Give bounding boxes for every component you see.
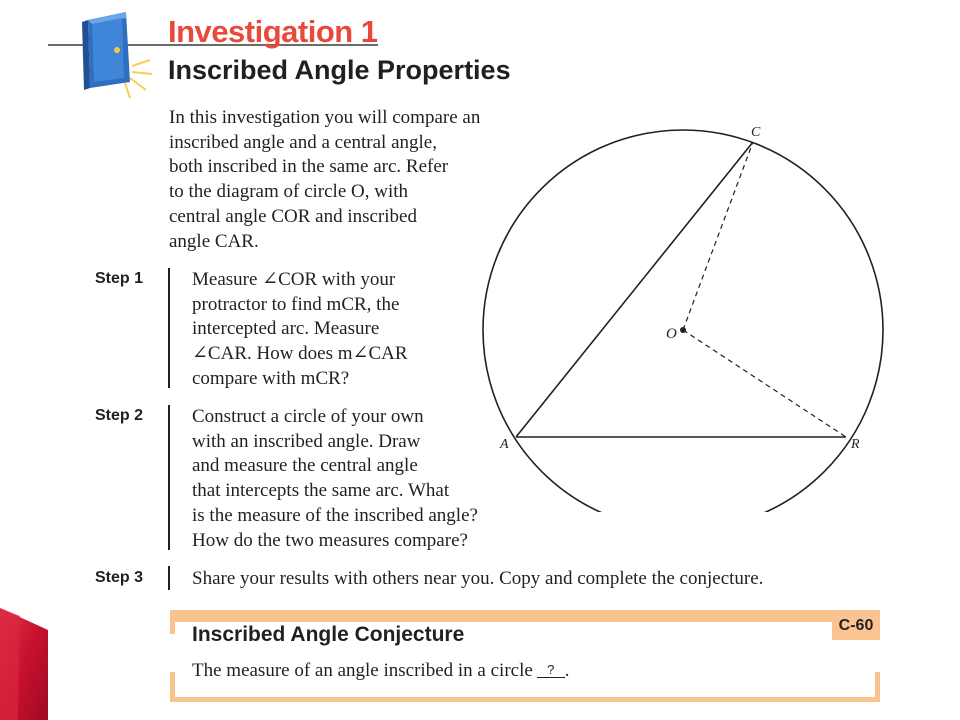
label-a: A <box>500 437 509 452</box>
step-2-text <box>192 405 512 553</box>
step-3-divider <box>168 566 170 590</box>
conjecture-title: Inscribed Angle Conjecture <box>192 623 465 646</box>
step-line: that intercepts the same arc. What <box>192 480 450 502</box>
label-c: C <box>751 125 761 140</box>
chord-ac <box>516 142 753 437</box>
step-line: ∠CAR. How does m∠CAR <box>192 343 408 365</box>
conjecture-blank: ? <box>537 663 565 678</box>
step-line: compare with mCR? <box>192 367 350 389</box>
conjecture-period: . <box>564 660 570 681</box>
step-1-text <box>192 268 452 392</box>
step-line: Share your results with others near you. Copy and complete the conjecture. <box>192 568 764 589</box>
intro-line: to the diagram of circle O, with <box>169 181 409 203</box>
step-2-label: Step 2 <box>95 407 144 424</box>
step-3-text <box>192 567 872 592</box>
conjecture-statement: The measure of an angle inscribed in a circle <box>192 660 533 681</box>
step-line: and measure the central angle <box>192 455 418 477</box>
label-o: O <box>666 326 677 342</box>
step-2-divider <box>168 405 170 550</box>
intro-line: central angle COR and inscribed <box>169 205 417 227</box>
step-line: Construct a circle of your own <box>192 406 424 427</box>
step-1-divider <box>168 268 170 388</box>
step-line: protractor to find mCR, the <box>192 293 400 315</box>
step-1-label: Step 1 <box>95 270 144 287</box>
investigation-label: Investigation 1 <box>168 14 378 49</box>
page-title: Inscribed Angle Properties <box>168 55 511 85</box>
step-line: How do the two measures compare? <box>192 529 468 551</box>
step-line: Measure ∠COR with your <box>192 269 396 290</box>
label-r: R <box>851 437 860 452</box>
intro-line: both inscribed in the same arc. Refer <box>169 156 449 178</box>
intro-line: angle CAR. <box>169 230 259 252</box>
circle-diagram <box>470 112 910 512</box>
center-point <box>680 327 686 333</box>
door-icon <box>78 8 158 100</box>
circle-o <box>483 130 883 512</box>
conjecture-text <box>192 660 570 682</box>
conjecture-tag: C-60 <box>832 612 880 640</box>
intro-line: inscribed angle and a central angle, <box>169 131 437 153</box>
red-ribbon-decoration <box>0 600 50 720</box>
step-line: is the measure of the inscribed angle? <box>192 504 478 526</box>
step-line: intercepted arc. Measure <box>192 318 380 340</box>
step-3-label: Step 3 <box>95 569 144 586</box>
intro-line: In this investigation you will compare an <box>169 107 481 128</box>
radius-oc <box>683 142 753 330</box>
step-line: with an inscribed angle. Draw <box>192 430 421 452</box>
radius-or <box>683 330 846 437</box>
